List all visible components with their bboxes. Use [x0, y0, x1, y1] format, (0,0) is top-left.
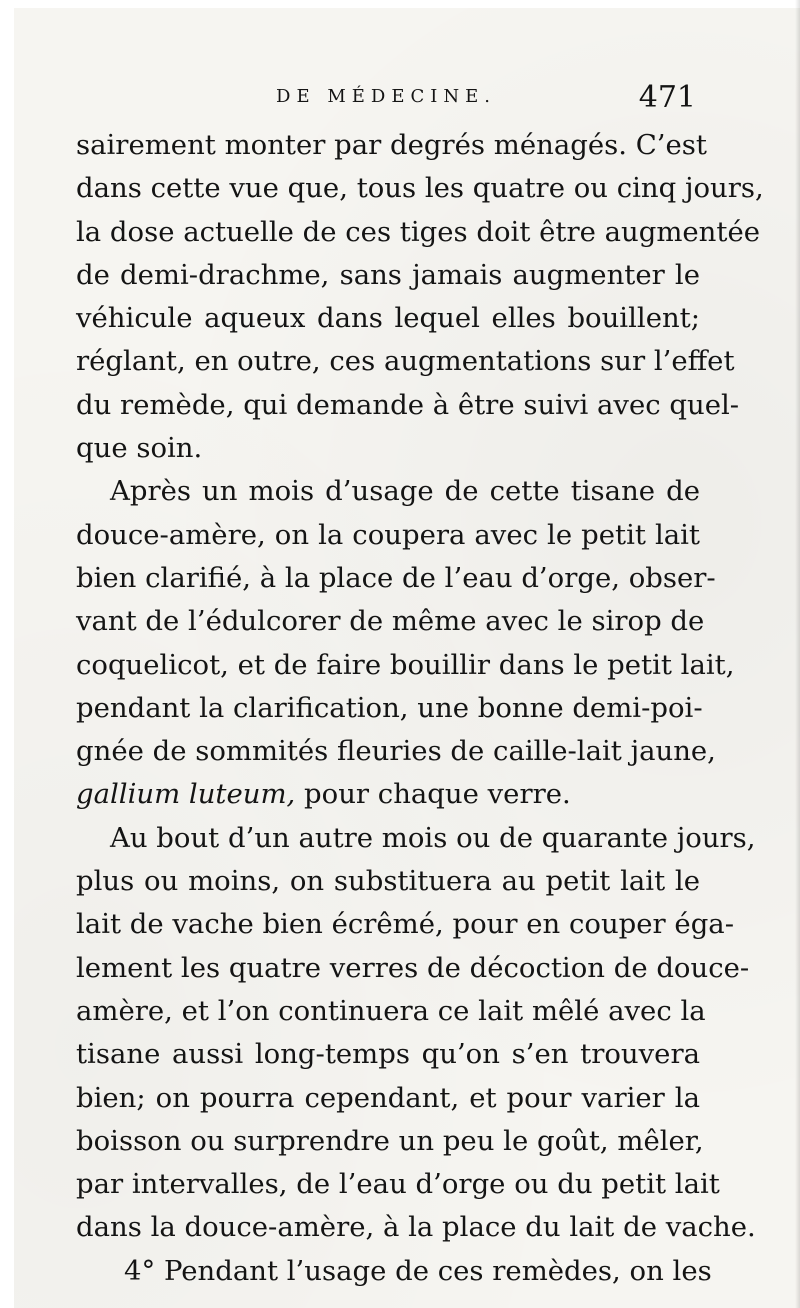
text-line: lait de vache bien écrêmé, pour en couper éga- [76, 908, 734, 941]
text-line: tisane aussi long-temps qu’on s’en trouvera [76, 1038, 700, 1071]
text-line: dans la douce-amère, à la place du lait de vache. [76, 1211, 756, 1244]
scan-top-margin [0, 0, 800, 8]
body-text [76, 124, 764, 1293]
text-line: véhicule aqueux dans lequel elles bouillent; [76, 302, 700, 335]
text-line: amère, et l’on continuera ce lait mêlé avec la [76, 994, 706, 1027]
text-line: boisson ou surprendre un peu le goût, mêler, [76, 1124, 704, 1157]
text-line-with-latin-name [76, 773, 700, 816]
text-line: la dose actuelle de ces tiges doit être augmentée [76, 215, 760, 248]
text-line: par intervalles, de l’eau d’orge ou du petit lait [76, 1168, 720, 1201]
text-line-tail: pour chaque verre. [304, 778, 571, 811]
text-line: coquelicot, et de faire bouillir dans le petit lait, [76, 648, 735, 681]
page-number: 471 [638, 80, 696, 115]
running-title: DE MÉDECINE. [276, 86, 496, 107]
paragraph-start-line: Après un mois d’usage de cette tisane de [110, 475, 700, 508]
paragraph-start-line: Au bout d’un autre mois ou de quarante jours, [110, 821, 756, 854]
page-edge-shadow [795, 0, 800, 1308]
text-line: gnée de sommités fleuries de caille-lait jaune, [76, 735, 716, 768]
text-line: dans cette vue que, tous les quatre ou cinq jours, [76, 172, 764, 205]
paragraph-start-line: 4° Pendant l’usage de ces remèdes, on les [124, 1254, 712, 1287]
text-line: que soin. [76, 432, 203, 465]
text-line: de demi-drachme, sans jamais augmenter le [76, 258, 700, 291]
text-line: bien; on pourra cependant, et pour varier la [76, 1081, 700, 1114]
text-line: plus ou moins, on substituera au petit lait le [76, 865, 700, 898]
running-header [76, 80, 696, 118]
text-line: vant de l’édulcorer de même avec le sirop de [76, 605, 705, 638]
scan-left-margin [0, 0, 14, 1308]
text-line: pendant la clarification, une bonne demi-poi- [76, 691, 703, 724]
text-line: du remède, qui demande à être suivi avec quel- [76, 388, 740, 421]
text-line: douce-amère, on la coupera avec le petit lait [76, 518, 700, 551]
text-line: lement les quatre verres de décoction de douce- [76, 951, 750, 984]
latin-plant-name: gallium luteum, [76, 778, 296, 811]
text-line: sairement monter par degrés ménagés. C’est [76, 129, 707, 161]
text-line: réglant, en outre, ces augmentations sur l’effet [76, 345, 735, 378]
text-line: bien clarifié, à la place de l’eau d’orge, obser- [76, 561, 716, 594]
